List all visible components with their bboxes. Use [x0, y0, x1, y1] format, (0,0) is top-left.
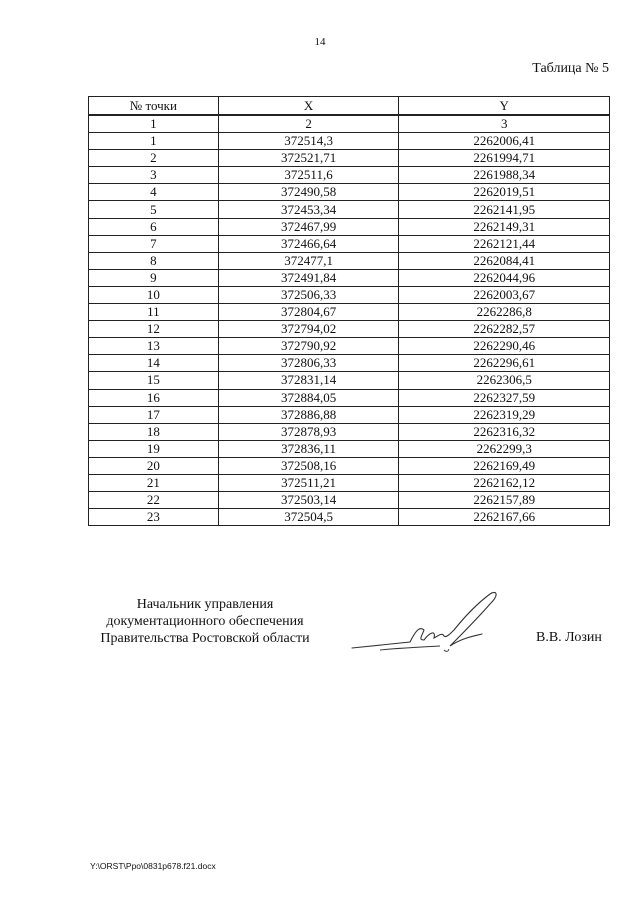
x-coordinate-cell: 372491,84: [218, 269, 399, 286]
table-row: [89, 167, 610, 184]
y-coordinate-cell: 2262149,31: [399, 218, 610, 235]
table-row: [89, 286, 610, 303]
table-row: [89, 440, 610, 457]
signature-block: [92, 596, 318, 647]
x-coordinate-cell: 372504,5: [218, 509, 399, 526]
table-row: [89, 474, 610, 491]
point-number-cell: 16: [89, 389, 219, 406]
position-line: документационного обеспечения: [106, 614, 304, 629]
x-coordinate-cell: 372521,71: [218, 150, 399, 167]
y-coordinate-cell: 2262167,66: [399, 509, 610, 526]
x-coordinate-cell: 372508,16: [218, 457, 399, 474]
x-coordinate-cell: 372790,92: [218, 338, 399, 355]
table-row: [89, 509, 610, 526]
y-coordinate-cell: 2262327,59: [399, 389, 610, 406]
x-coordinate-cell: 372794,02: [218, 321, 399, 338]
y-coordinate-cell: 2262044,96: [399, 269, 610, 286]
x-coordinate-cell: 372453,34: [218, 201, 399, 218]
table-row: [89, 150, 610, 167]
header-x: X: [218, 97, 399, 116]
y-coordinate-cell: 2262019,51: [399, 184, 610, 201]
x-coordinate-cell: 372878,93: [218, 423, 399, 440]
point-number-cell: 17: [89, 406, 219, 423]
y-coordinate-cell: 2262162,12: [399, 474, 610, 491]
table-row: [89, 423, 610, 440]
y-coordinate-cell: 2262121,44: [399, 235, 610, 252]
point-number-cell: 7: [89, 235, 219, 252]
point-number-cell: 14: [89, 355, 219, 372]
y-coordinate-cell: 2262290,46: [399, 338, 610, 355]
position-line: Правительства Ростовской области: [100, 631, 310, 646]
y-coordinate-cell: 2262157,89: [399, 492, 610, 509]
header-y: Y: [399, 97, 610, 116]
y-coordinate-cell: 2262306,5: [399, 372, 610, 389]
y-coordinate-cell: 2262319,29: [399, 406, 610, 423]
point-number-cell: 15: [89, 372, 219, 389]
point-number-cell: 22: [89, 492, 219, 509]
table-row: [89, 201, 610, 218]
column-index-cell: 3: [399, 115, 610, 133]
table-row: [89, 184, 610, 201]
table-row: [89, 252, 610, 269]
x-coordinate-cell: 372804,67: [218, 304, 399, 321]
table-row: [89, 372, 610, 389]
table-body: [89, 133, 610, 526]
x-coordinate-cell: 372514,3: [218, 133, 399, 150]
x-coordinate-cell: 372467,99: [218, 218, 399, 235]
x-coordinate-cell: 372884,05: [218, 389, 399, 406]
table-row: [89, 269, 610, 286]
x-coordinate-cell: 372503,14: [218, 492, 399, 509]
x-coordinate-cell: 372511,21: [218, 474, 399, 491]
column-index-cell: 1: [89, 115, 219, 133]
x-coordinate-cell: 372886,88: [218, 406, 399, 423]
point-number-cell: 11: [89, 304, 219, 321]
y-coordinate-cell: 2261994,71: [399, 150, 610, 167]
y-coordinate-cell: 2262006,41: [399, 133, 610, 150]
point-number-cell: 21: [89, 474, 219, 491]
table-row: [89, 304, 610, 321]
y-coordinate-cell: 2262282,57: [399, 321, 610, 338]
y-coordinate-cell: 2262141,95: [399, 201, 610, 218]
table-caption: Таблица № 5: [532, 61, 609, 76]
position-line: Начальник управления: [136, 597, 274, 612]
page-number: 14: [314, 36, 326, 48]
point-number-cell: 1: [89, 133, 219, 150]
y-coordinate-cell: 2261988,34: [399, 167, 610, 184]
point-number-cell: 3: [89, 167, 219, 184]
x-coordinate-cell: 372836,11: [218, 440, 399, 457]
x-coordinate-cell: 372831,14: [218, 372, 399, 389]
table-row: [89, 389, 610, 406]
point-number-cell: 20: [89, 457, 219, 474]
x-coordinate-cell: 372511,6: [218, 167, 399, 184]
table-row: [89, 492, 610, 509]
x-coordinate-cell: 372466,64: [218, 235, 399, 252]
y-coordinate-cell: 2262296,61: [399, 355, 610, 372]
y-coordinate-cell: 2262084,41: [399, 252, 610, 269]
point-number-cell: 5: [89, 201, 219, 218]
table-row: [89, 321, 610, 338]
point-number-cell: 6: [89, 218, 219, 235]
table-row: [89, 338, 610, 355]
point-number-cell: 2: [89, 150, 219, 167]
point-number-cell: 23: [89, 509, 219, 526]
x-coordinate-cell: 372506,33: [218, 286, 399, 303]
y-coordinate-cell: 2262316,32: [399, 423, 610, 440]
point-number-cell: 12: [89, 321, 219, 338]
y-coordinate-cell: 2262286,8: [399, 304, 610, 321]
x-coordinate-cell: 372490,58: [218, 184, 399, 201]
y-coordinate-cell: 2262003,67: [399, 286, 610, 303]
table-row: [89, 406, 610, 423]
header-point-number: № точки: [89, 97, 219, 116]
point-number-cell: 4: [89, 184, 219, 201]
handwritten-signature: [350, 590, 510, 660]
signer-name: В.В. Лозин: [536, 630, 602, 645]
coordinates-table: [88, 96, 610, 526]
x-coordinate-cell: 372477,1: [218, 252, 399, 269]
table-row: [89, 133, 610, 150]
y-coordinate-cell: 2262299,3: [399, 440, 610, 457]
point-number-cell: 9: [89, 269, 219, 286]
y-coordinate-cell: 2262169,49: [399, 457, 610, 474]
column-index-row: [89, 115, 610, 133]
point-number-cell: 18: [89, 423, 219, 440]
table-row: [89, 218, 610, 235]
table-header-row: [89, 97, 610, 116]
x-coordinate-cell: 372806,33: [218, 355, 399, 372]
point-number-cell: 8: [89, 252, 219, 269]
column-index-cell: 2: [218, 115, 399, 133]
file-path: Y:\ORST\Ppo\0831p678.f21.docx: [90, 861, 216, 871]
point-number-cell: 10: [89, 286, 219, 303]
table-row: [89, 235, 610, 252]
table-row: [89, 457, 610, 474]
point-number-cell: 13: [89, 338, 219, 355]
table-row: [89, 355, 610, 372]
point-number-cell: 19: [89, 440, 219, 457]
